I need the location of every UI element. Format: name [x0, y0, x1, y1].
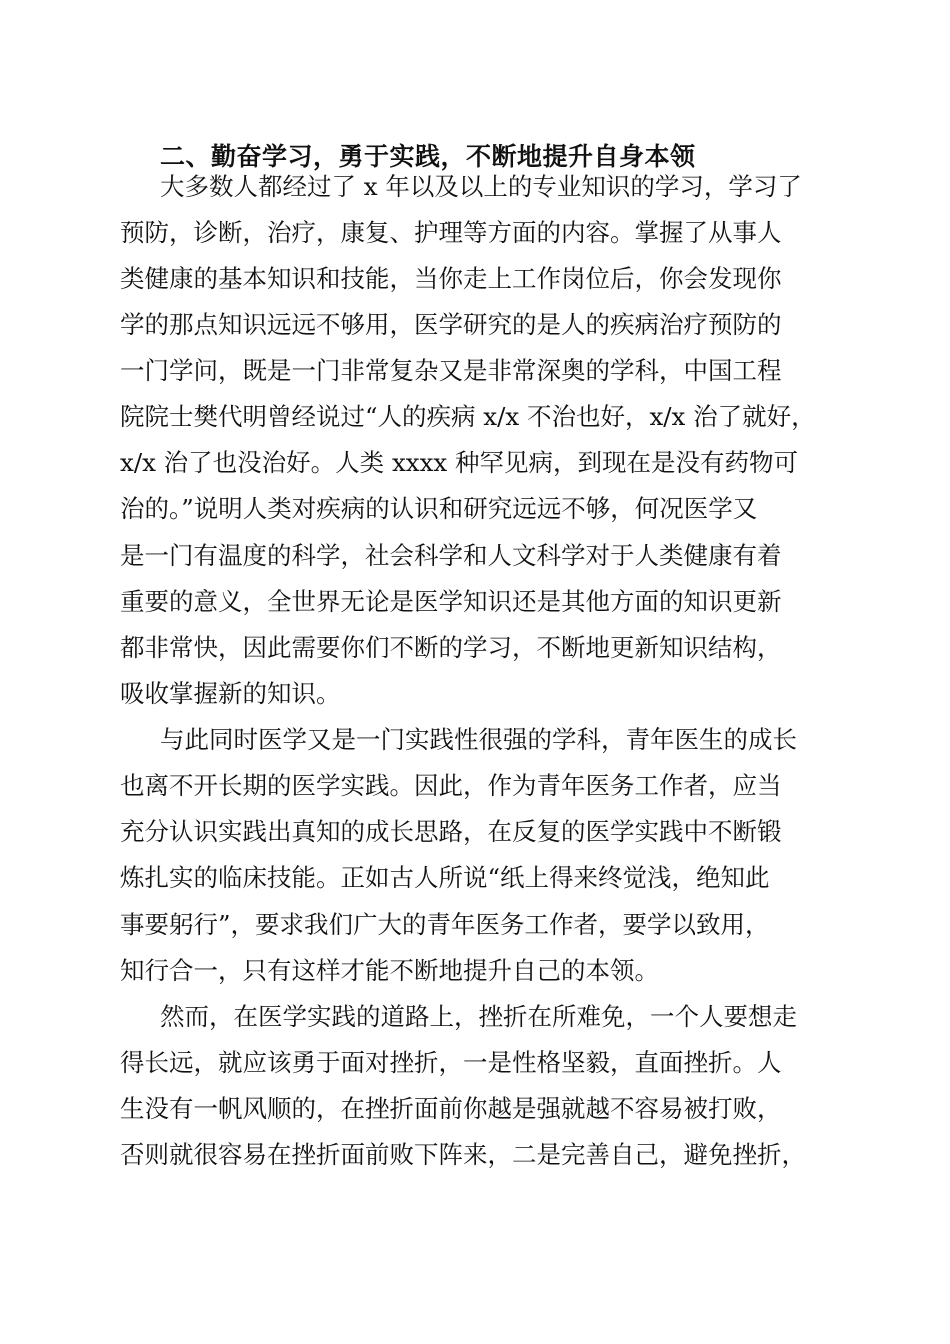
paragraph-line: 然而，在医学实践的道路上，挫折在所难免，一个人要想走 — [160, 1002, 797, 1031]
paragraph-line: 否则就很容易在挫折面前败下阵来，二是完善自己，避免挫折， — [120, 1140, 806, 1169]
paragraph-line: 是一门有温度的科学，社会科学和人文科学对于人类健康有着 — [120, 541, 782, 570]
paragraph-line: 炼扎实的临床技能。正如古人所说“纸上得来终觉浅，绝知此 — [120, 863, 770, 892]
paragraph-line: 知行合一，只有这样才能不断地提升自己的本领。 — [120, 956, 659, 985]
paragraph-line: 充分认识实践出真知的成长思路，在反复的医学实践中不断锻 — [120, 817, 782, 846]
paragraph-line: 类健康的基本知识和技能，当你走上工作岗位后，你会发现你 — [120, 264, 782, 293]
paragraph-line: 重要的意义，全世界无论是医学知识还是其他方面的知识更新 — [120, 587, 782, 616]
paragraph-line: x/x 治了也没治好。人类 xxxx 种罕见病，到现在是没有药物可 — [120, 448, 799, 477]
paragraph-line: 治的。”说明人类对疾病的认识和研究远远不够，何况医学又 — [120, 494, 758, 523]
paragraph-line: 也离不开长期的医学实践。因此，作为青年医务工作者，应当 — [120, 771, 782, 800]
paragraph-line: 得长远，就应该勇于面对挫折，一是性格坚毅，直面挫折。人 — [120, 1048, 782, 1077]
paragraph-line: 生没有一帆风顺的，在挫折面前你越是强就越不容易被打败， — [120, 1094, 782, 1123]
paragraph-line: 事要躬行”，要求我们广大的青年医务工作者，要学以致用， — [120, 910, 770, 939]
paragraph-line: 预防，诊断，治疗，康复、护理等方面的内容。掌握了从事人 — [120, 218, 782, 247]
paragraph-line: 院院士樊代明曾经说过“人的疾病 x/x 不治也好，x/x 治了就好， — [120, 402, 816, 431]
paragraph-line: 吸收掌握新的知识。 — [120, 679, 341, 708]
paragraph-line: 大多数人都经过了 x 年以及以上的专业知识的学习，学习了 — [160, 172, 802, 201]
paragraph-line: 一门学问，既是一门非常复杂又是非常深奥的学科，中国工程 — [120, 356, 782, 385]
paragraph-line: 与此同时医学又是一门实践性很强的学科，青年医生的成长 — [160, 725, 797, 754]
paragraph-line: 学的那点知识远远不够用，医学研究的是人的疾病治疗预防的 — [120, 310, 782, 339]
paragraph-line: 都非常快，因此需要你们不断的学习，不断地更新知识结构， — [120, 633, 782, 662]
section-heading: 二、勤奋学习，勇于实践，不断地提升自身本领 — [160, 142, 696, 171]
